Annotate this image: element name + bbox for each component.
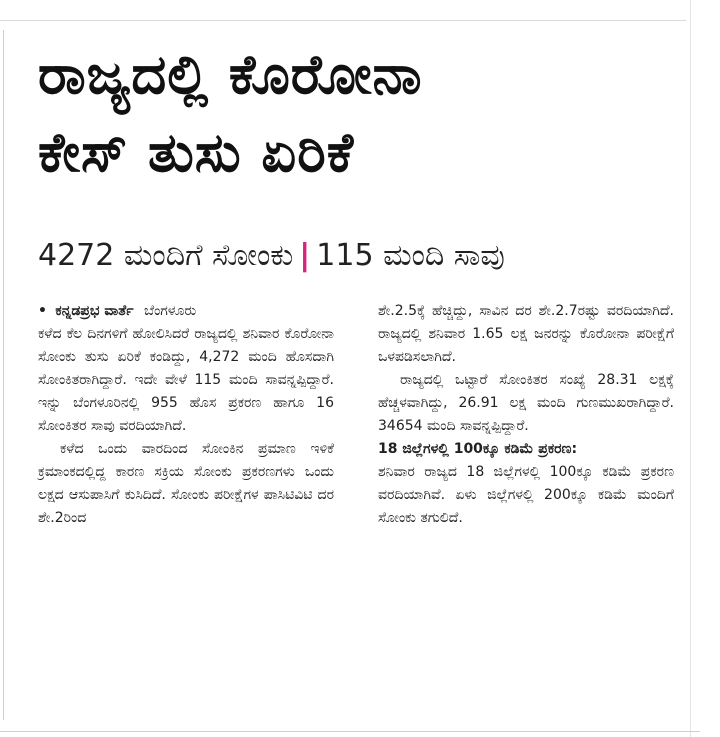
left-border <box>3 30 4 720</box>
dateline <box>38 300 334 323</box>
subheadline-right: 115 ಮಂದಿ ಸಾವು <box>316 238 505 273</box>
article-column-1 <box>38 300 334 530</box>
article-column-2 <box>378 300 674 530</box>
section-subhead: 18 ಜಿಲ್ಲೆಗಳಲ್ಲಿ 100ಕ್ಕೂ ಕಡಿಮೆ ಪ್ರಕರಣ: <box>378 441 578 457</box>
paragraph-1: ಕಳೆದ ಕೆಲ ದಿನಗಳಿಗೆ ಹೋಲಿಸಿದರೆ ರಾಜ್ಯದಲ್ಲಿ ಶನಿವಾರ ಕೊರೋನಾ ಸೋಂಕು ತುಸು ಏರಿಕೆ ಕಂಡಿದ್ದು, 4,272 ಮಂದಿ ಹೊಸದಾಗಿ ಸೋಂಕಿತರಾಗಿದ್ದಾರೆ. ಇದೇ ವೇಳೆ 115 ಮಂದಿ ಸಾವನ್ನಪ್ಪಿದ್ದಾರೆ. ಇನ್ನು ಬೆಂಗಳೂರಿನಲ್ಲಿ 955 ಹೊಸ ಪ್ರಕರಣ ಹಾಗೂ 16 ಸೋಂಕಿತರ ಸಾವು ವರದಿಯಾಗಿದೆ. <box>38 326 334 434</box>
bullet-icon: • <box>38 303 47 319</box>
news-source: ಕನ್ನಡಪ್ರಭ ವಾರ್ತೆ <box>55 303 134 319</box>
paragraph-3: ಶೇ.2.5ಕ್ಕೆ ಹೆಚ್ಚಿದ್ದು, ಸಾವಿನ ದರ ಶೇ.2.7ರಷ್ಟು ವರದಿಯಾಗಿದೆ. ರಾಜ್ಯದಲ್ಲಿ ಶನಿವಾರ 1.65 ಲಕ್ಷ ಜನರನ್ನು ಕೊರೋನಾ ಪರೀಕ್ಷೆಗೆ ಒಳಪಡಿಸಲಾಗಿದೆ. <box>378 303 674 365</box>
paragraph-4: ರಾಜ್ಯದಲ್ಲಿ ಒಟ್ಟಾರೆ ಸೋಂಕಿತರ ಸಂಖ್ಯೆ 28.31 ಲಕ್ಷಕ್ಕೆ ಹೆಚ್ಚಳವಾಗಿದ್ದು, 26.91 ಲಕ್ಷ ಮಂದಿ ಗುಣಮುಖರಾಗಿದ್ದಾರೆ. 34654 ಮಂದಿ ಸಾವನ್ನಪ್ಪಿದ್ದಾರೆ. <box>378 372 674 434</box>
headline-line-1: ರಾಜ್ಯದಲ್ಲಿ ಕೊರೋನಾ <box>38 43 423 106</box>
top-border <box>0 20 686 21</box>
headline <box>38 36 678 192</box>
subheadline-left: 4272 ಮಂದಿಗೆ ಸೋಂಕು <box>38 238 294 273</box>
bottom-border <box>0 731 700 732</box>
paragraph-2: ಕಳೆದ ಒಂದು ವಾರದಿಂದ ಸೋಂಕಿನ ಪ್ರಮಾಣ ಇಳಿಕೆ ಕ್ರಮಾಂಕದಲ್ಲಿದ್ದ ಕಾರಣ ಸಕ್ರಿಯ ಸೋಂಕು ಪ್ರಕರಣಗಳು ಒಂದು ಲಕ್ಷದ ಆಸುಪಾಸಿಗೆ ಕುಸಿದಿದೆ. ಸೋಂಕು ಪರೀಕ್ಷೆಗಳ ಪಾಸಿಟಿವಿಟಿ ದರ ಶೇ.2ರಿಂದ <box>38 441 334 526</box>
headline-line-2: ಕೇಸ್ ತುಸು ಏರಿಕೆ <box>38 121 355 184</box>
dateline-place: ಬೆಂಗಳೂರು <box>143 303 197 319</box>
paragraph-5: ಶನಿವಾರ ರಾಜ್ಯದ 18 ಜಿಲ್ಲೆಗಳಲ್ಲಿ 100ಕ್ಕೂ ಕಡಿಮೆ ಪ್ರಕರಣ ವರದಿಯಾಗಿವೆ. ಏಳು ಜಿಲ್ಲೆಗಳಲ್ಲಿ 200ಕ್ಕೂ ಕಡಿಮೆ ಮಂದಿಗೆ ಸೋಂಕು ತಗುಲಿದೆ. <box>378 464 674 526</box>
subheadline <box>38 236 678 276</box>
subheadline-separator: | <box>299 238 311 273</box>
right-border <box>690 0 691 737</box>
